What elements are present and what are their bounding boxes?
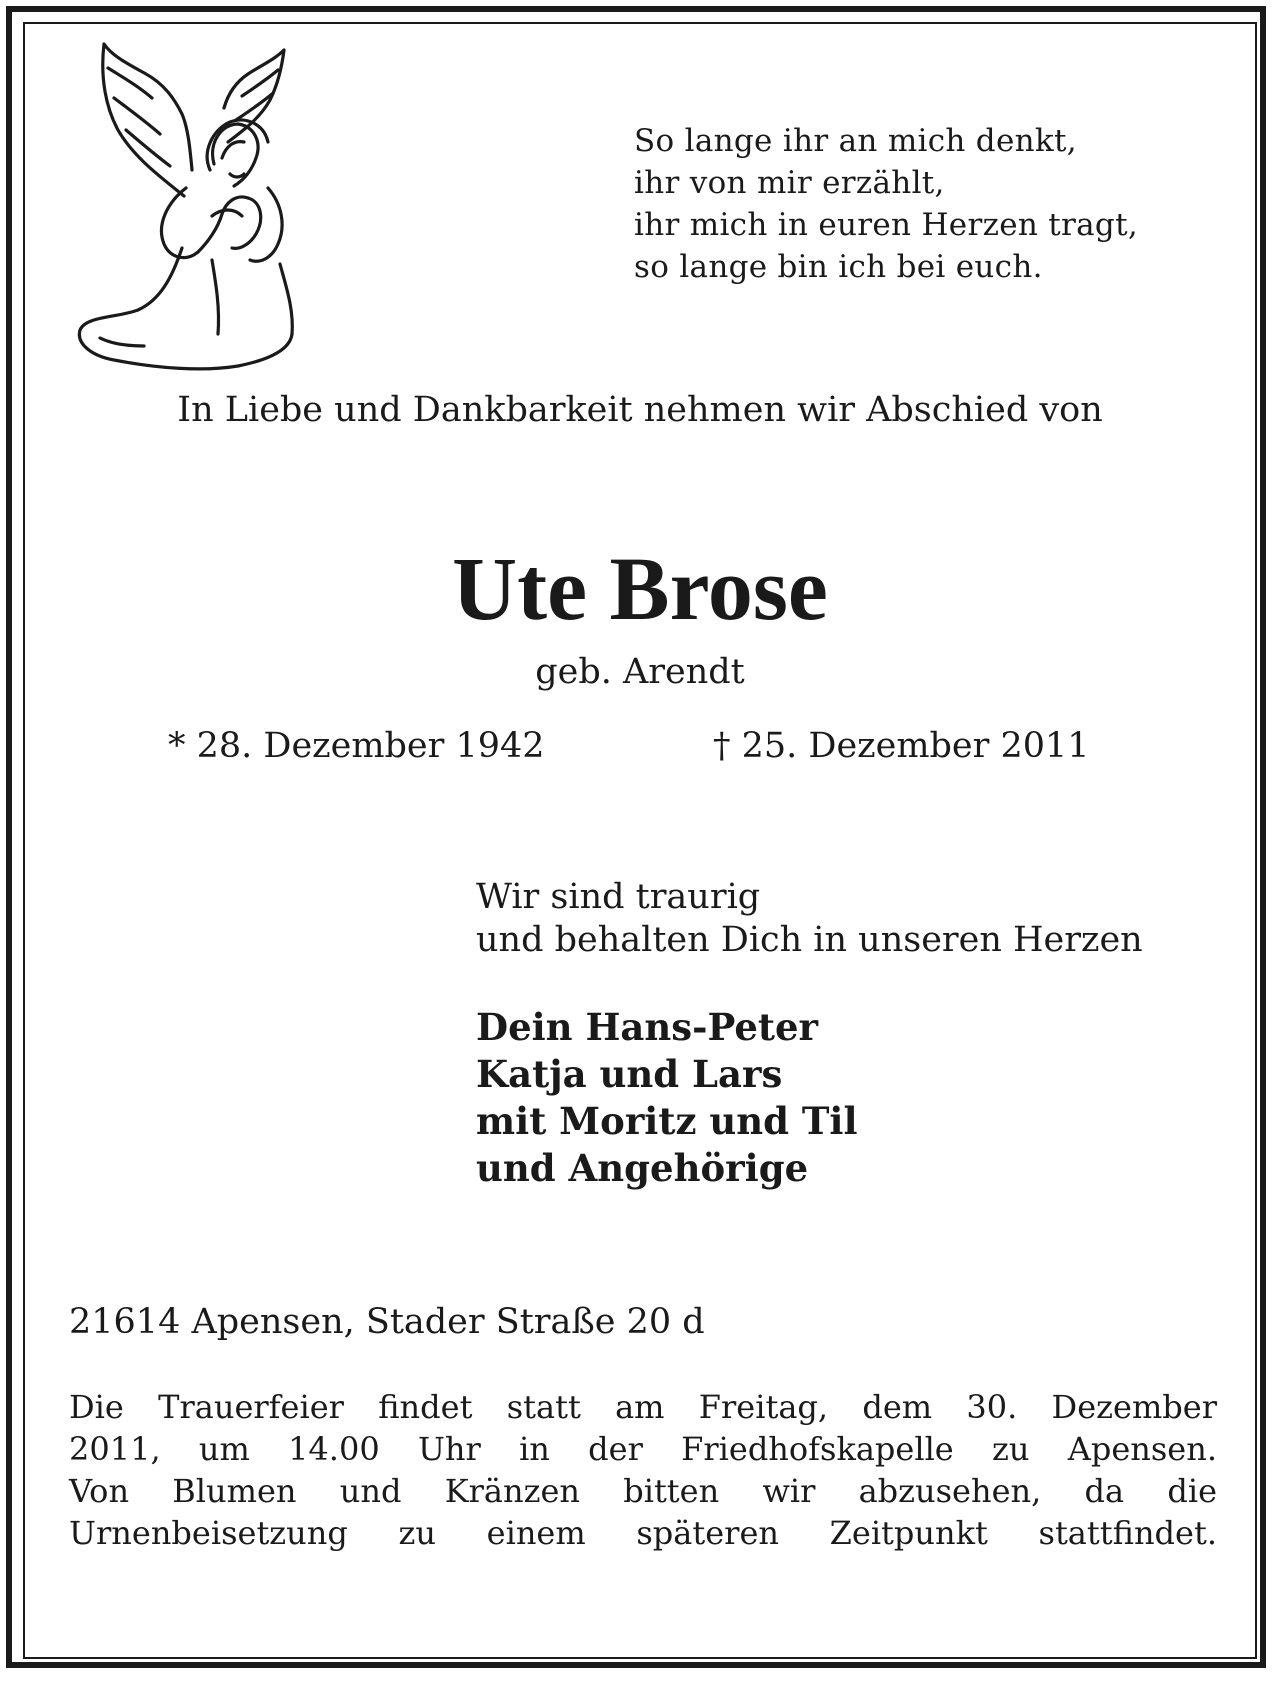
family-signature <box>476 1004 858 1192</box>
poem-line: So lange ihr an mich denkt, <box>634 123 1077 159</box>
funeral-notice <box>69 1386 1217 1554</box>
angel-icon <box>72 38 312 378</box>
death-date: † 25. Dezember 2011 <box>713 726 1090 766</box>
birth-date: * 28. Dezember 1942 <box>168 726 545 766</box>
mourning-text <box>476 876 1143 962</box>
poem-line: ihr von mir erzählt, <box>634 165 945 201</box>
notice-line: Von Blumen und Kränzen bitten wir abzusehen, da die <box>69 1472 1217 1510</box>
poem-line: so lange bin ich bei euch. <box>634 249 1043 285</box>
address: 21614 Apensen, Stader Straße 20 d <box>69 1302 705 1342</box>
family-line: Dein Hans-Peter <box>476 1005 818 1049</box>
poem-line: ihr mich in euren Herzen tragt, <box>634 207 1138 243</box>
maiden-name: geb. Arendt <box>535 652 745 692</box>
mourning-line: Wir sind traurig <box>476 877 761 917</box>
mourning-line: und behalten Dich in unseren Herzen <box>476 920 1143 960</box>
intro-text: In Liebe und Dankbarkeit nehmen wir Abschied von <box>177 390 1103 430</box>
notice-line: 2011, um 14.00 Uhr in der Friedhofskapelle zu Apensen. <box>69 1430 1217 1468</box>
family-line: mit Moritz und Til <box>476 1099 858 1143</box>
notice-line: Urnenbeisetzung zu einem späteren Zeitpunkt stattfindet. <box>69 1514 1217 1552</box>
deceased-name: Ute Brose <box>452 540 828 639</box>
family-line: und Angehörige <box>476 1146 809 1190</box>
notice-line: Die Trauerfeier findet statt am Freitag, dem 30. Dezember <box>69 1388 1217 1426</box>
poem <box>634 120 1138 288</box>
family-line: Katja und Lars <box>476 1052 783 1096</box>
